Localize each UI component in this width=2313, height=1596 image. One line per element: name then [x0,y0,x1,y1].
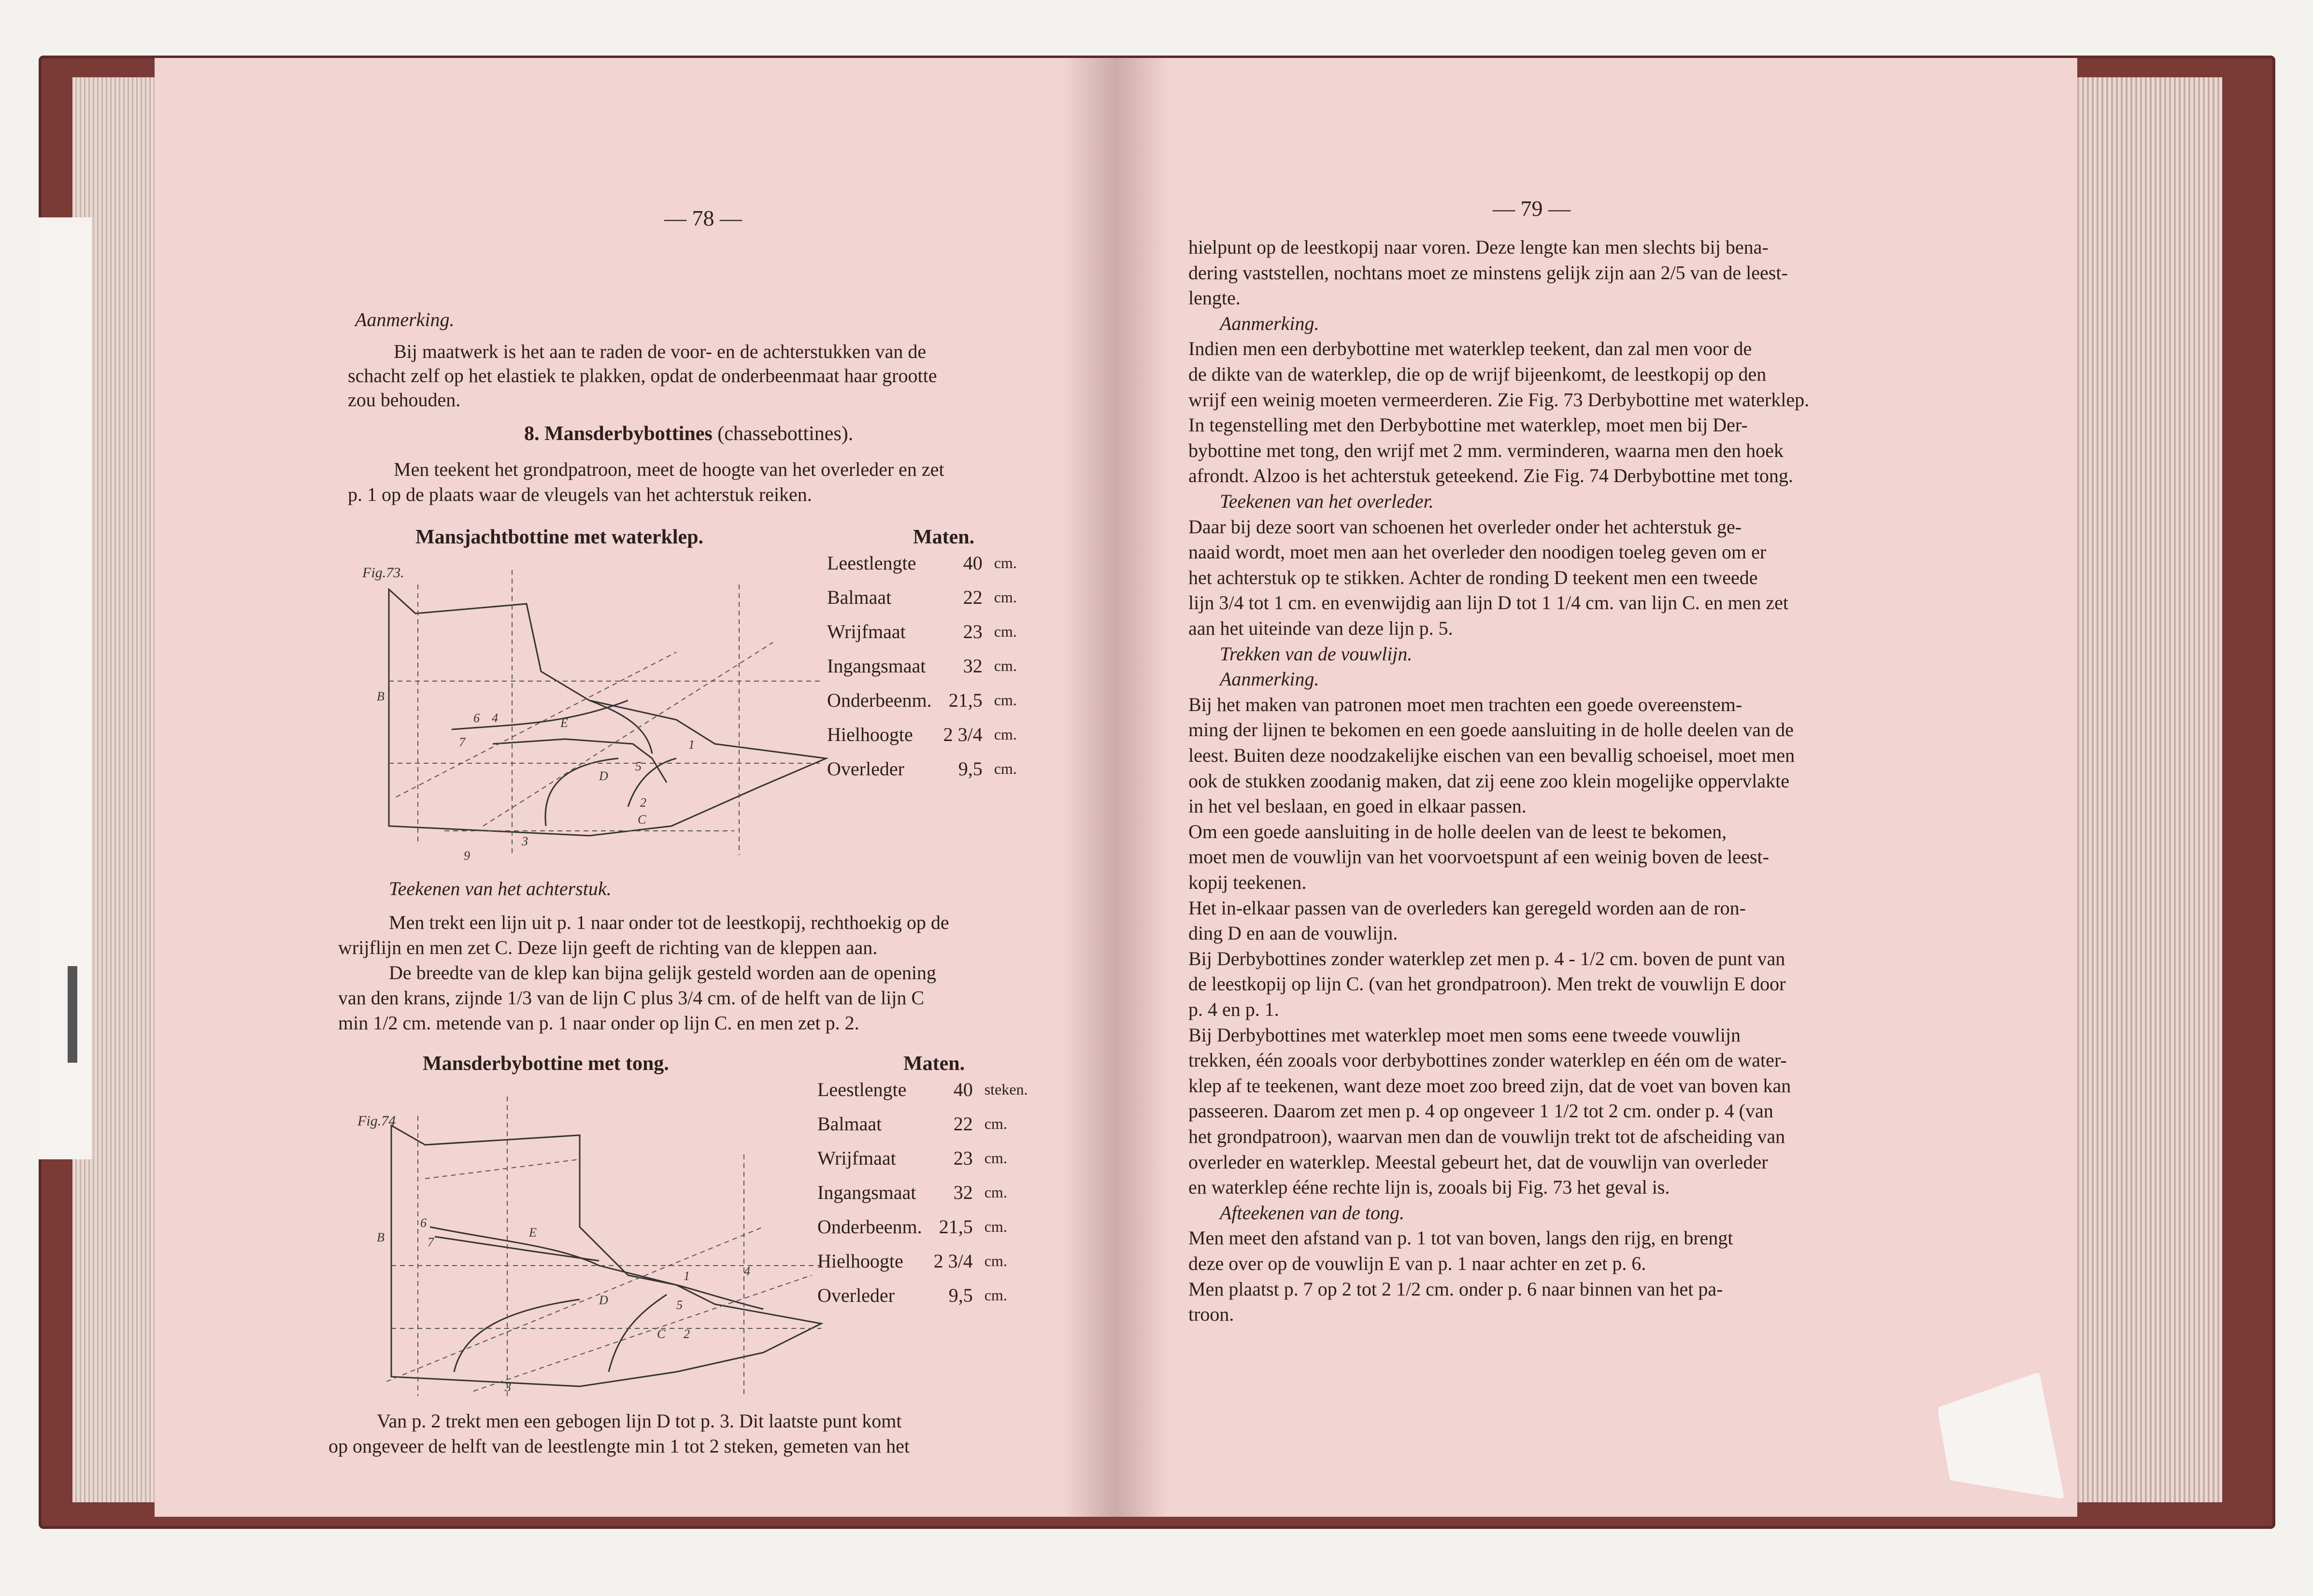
maten-value: 21,5 [948,689,983,711]
section-number: 8. [524,423,540,445]
maten-value: 22 [953,1113,973,1135]
text-line: lijn 3/4 tot 1 cm. en evenwijdig aan lijn D tot 1 1/4 cm. van lijn C. en men zet [1188,592,1788,613]
table-row [812,1210,1033,1244]
maten-name: Balmaat [817,1113,882,1135]
text-line: ding D en aan de vouwlijn. [1188,922,1398,944]
section-title: Mansderbybottines [544,423,713,445]
svg-text:5: 5 [635,759,642,773]
maten-name: Onderbeenm. [817,1216,922,1238]
table-row [812,1244,1033,1278]
svg-text:3: 3 [505,1380,511,1394]
text-line: en waterklep ééne rechte lijn is, zooals bij Fig. 73 het geval is. [1188,1176,1670,1198]
maten-name: Overleder [827,758,904,780]
text-line: p. 1 op de plaats waar de vleugels van het achterstuk reiken. [348,484,812,505]
maten-unit: cm. [994,554,1017,571]
text-line: het achterstuk op te stikken. Achter de ronding D teekent men een tweede [1188,567,1758,588]
maten-value: 32 [963,655,983,677]
maten-name: Hielhoogte [827,724,913,745]
maten-unit: cm. [984,1286,1007,1304]
text-line: de dikte van de waterklep, die op de wrijf bijeenkomt, de leestkopij op den [1188,363,1767,385]
maten-header: Maten. [903,1053,965,1075]
text-line: Om een goede aansluiting in de holle deelen van de leest te bekomen, [1188,821,1727,842]
maten-table [812,1072,1033,1312]
maten-value: 40 [953,1079,973,1100]
maten-unit: cm. [994,588,1017,606]
maten-value: 9,5 [958,758,983,780]
maten-name: Balmaat [827,586,892,608]
text-line: Van p. 2 trekt men een gebogen lijn D tot p. 3. Dit laatste punt komt [377,1410,902,1432]
text-line: bybottine met tong, den wrijf met 2 mm. verminderen, waarna men den hoek [1188,440,1784,461]
page-edges-right [2063,77,2222,1502]
maten-name: Leestlengte [827,552,916,574]
text-line: wrijf een weinig moeten vermeerderen. Zie Fig. 73 Derbybottine met waterklep. [1188,389,1810,411]
svg-text:6: 6 [473,711,480,725]
table-row [821,614,1023,649]
maten-unit: cm. [994,691,1017,709]
maten-unit: cm. [984,1252,1007,1269]
text-line: aan het uiteinde van deze lijn p. 5. [1188,617,1453,639]
figure-label: Fig.73. [362,565,404,581]
figure-title: Mansderbybottine met tong. [423,1053,669,1075]
table-row [821,580,1023,614]
maten-unit: cm. [984,1149,1007,1167]
maten-value: 23 [963,621,983,642]
figure-label: Fig.74 [357,1113,396,1129]
text-line: leest. Buiten deze noodzakelijke eischen van een bevallig schoeisel, moet men [1188,744,1795,766]
book-gutter [1063,58,1169,1517]
subheading: Afteekenen van de tong. [1220,1202,1405,1224]
text-line: naaid wordt, moet men aan het overleder den noodigen toeleg geven om er [1188,541,1767,563]
text-line: afrondt. Alzoo is het achterstuk geteekend. Zie Fig. 74 Derbybottine met tong. [1188,465,1793,486]
maten-name: Onderbeenm. [827,689,932,711]
left-page [155,58,1116,1517]
text-line: Bij het maken van patronen moet men trachten een goede overeenstem- [1188,694,1742,715]
maten-name: Overleder [817,1284,895,1306]
text-line: ook de stukken zoodanig maken, dat zij eene zoo klein mogelijke oppervlakte [1188,770,1790,792]
table-row [821,649,1023,683]
subheading: Teekenen van het overleder. [1220,490,1434,512]
text-line: min 1/2 cm. metende van p. 1 naar onder op lijn C. en men zet p. 2. [338,1012,859,1034]
maten-unit: cm. [984,1183,1007,1201]
table-row [812,1107,1033,1141]
svg-text:C: C [657,1327,666,1341]
subheading: Teekenen van het achterstuk. [389,878,612,899]
text-line: troon. [1188,1303,1234,1325]
svg-text:2: 2 [684,1327,690,1341]
table-row [821,546,1023,580]
text-line: hielpunt op de leestkopij naar voren. Deze lengte kan men slechts bij bena- [1188,236,1769,258]
maten-value: 2 3/4 [933,1250,973,1272]
text-line: van den krans, zijnde 1/3 van de lijn C plus 3/4 cm. of de helft van de lijn C [338,987,925,1009]
text-line: Daar bij deze soort van schoenen het overleder onder het achterstuk ge- [1188,516,1742,538]
maten-name: Ingangsmaat [817,1182,916,1203]
text-line: deze over op de vouwlijn E van p. 1 naar achter en zet p. 6. [1188,1253,1646,1274]
svg-text:B: B [377,689,385,703]
bookmark-tab [39,217,93,1159]
maten-unit: cm. [984,1115,1007,1132]
text-line: Bij Derbybottines zonder waterklep zet men p. 4 - 1/2 cm. boven de punt van [1188,948,1785,969]
text-line: Men teekent het grondpatroon, meet de hoogte van het overleder en zet [394,458,944,480]
text-line: Bij maatwerk is het aan te raden de voor- en de achterstukken van de [394,341,927,362]
svg-text:6: 6 [420,1216,427,1230]
maten-unit: cm. [994,760,1017,777]
table-row [812,1072,1033,1107]
svg-text:7: 7 [428,1235,434,1249]
text-line: in het vel beslaan, en goed in elkaar passen. [1188,795,1527,817]
svg-text:E: E [529,1226,537,1240]
figure-title: Mansjachtbottine met waterklep. [415,526,704,548]
text-line: Men meet den afstand van p. 1 tot van boven, langs den rijg, en brengt [1188,1227,1733,1249]
text-line: klep af te teekenen, want deze moet zoo breed zijn, dat de voet van boven kan [1188,1075,1791,1097]
text-line: de leestkopij op lijn C. (van het grondpatroon). Men trekt de vouwlijn E door [1188,973,1786,995]
text-line: overleder en waterklep. Meestal gebeurt het, dat de vouwlijn van overleder [1188,1151,1768,1173]
text-line: Men trekt een lijn uit p. 1 naar onder tot de leestkopij, rechthoekig op de [389,912,949,933]
maten-name: Wrijfmaat [817,1147,896,1169]
maten-unit: cm. [994,726,1017,743]
subheading: Aanmerking. [1220,313,1319,334]
maten-value: 21,5 [939,1216,973,1238]
svg-text:D: D [599,769,608,783]
text-line: passeeren. Daarom zet men p. 4 op ongeveer 1 1/2 tot 2 cm. onder p. 4 (van [1188,1100,1773,1122]
subheading: Trekken van de vouwlijn. [1220,643,1413,665]
maten-value: 2 3/4 [943,724,983,745]
text-line: kopij teekenen. [1188,871,1307,893]
table-row [821,717,1023,752]
svg-text:3: 3 [522,834,528,848]
svg-text:C: C [638,812,646,826]
text-line: De breedte van de klep kan bijna gelijk gesteld worden aan de opening [389,962,936,983]
text-line: lengte. [1188,287,1241,309]
bookmark-marking [68,966,77,1063]
page-number: — 78 — [664,206,742,230]
svg-text:2: 2 [640,796,646,810]
maten-unit: steken. [984,1081,1028,1098]
aanmerking-heading: Aanmerking. [355,309,455,330]
subheading: Aanmerking. [1220,668,1319,690]
section-subtitle: (chassebottines). [717,423,854,445]
text-line: schacht zelf op het elastiek te plakken, opdat de onderbeenmaat haar grootte [348,365,937,386]
text-line: Het in-elkaar passen van de overleders kan geregeld worden aan de ron- [1188,897,1746,919]
maten-value: 9,5 [948,1284,973,1306]
maten-name: Leestlengte [817,1079,907,1100]
svg-text:9: 9 [464,849,470,863]
svg-text:E: E [560,716,568,730]
svg-text:B: B [377,1230,385,1244]
svg-text:D: D [599,1293,608,1307]
text-line: dering vaststellen, nochtans moet ze minstens gelijk zijn aan 2/5 van de leest- [1188,262,1788,284]
text-line: het grondpatroon), waarvan men dan de vouwlijn trekt tot de afscheiding van [1188,1126,1785,1147]
maten-name: Hielhoogte [817,1250,903,1272]
section-heading [524,418,853,449]
table-row [812,1141,1033,1175]
text-line: p. 4 en p. 1. [1188,998,1279,1020]
table-row [812,1175,1033,1210]
right-page [1116,58,2077,1517]
maten-unit: cm. [994,623,1017,640]
maten-name: Ingangsmaat [827,655,926,677]
text-line: In tegenstelling met den Derbybottine met waterklep, moet men bij Der- [1188,414,1748,436]
page-number: — 79 — [1493,196,1571,221]
svg-text:7: 7 [459,735,465,749]
table-row [812,1278,1033,1312]
table-row [821,683,1023,717]
maten-unit: cm. [984,1218,1007,1235]
text-line: ming der lijnen te bekomen en een goede aansluiting in de holle deelen van de [1188,719,1794,741]
maten-name: Wrijfmaat [827,621,906,642]
text-line: zou behouden. [348,389,461,411]
maten-unit: cm. [994,657,1017,674]
maten-value: 23 [953,1147,973,1169]
maten-table [821,546,1023,786]
maten-header: Maten. [913,526,975,548]
text-line: moet men de vouwlijn van het voorvoetspunt af een weinig boven de leest- [1188,846,1769,868]
svg-text:1: 1 [684,1269,690,1283]
table-row [821,752,1023,786]
text-line: Bij Derbybottines met waterklep moet men soms eene tweede vouwlijn [1188,1024,1741,1046]
text-line: Indien men een derbybottine met waterklep teekent, dan zal men voor de [1188,338,1752,359]
text-line: Men plaatst p. 7 op 2 tot 2 1/2 cm. onder p. 6 naar binnen van het pa- [1188,1278,1723,1300]
maten-value: 40 [963,552,983,574]
maten-value: 32 [953,1182,973,1203]
text-line: wrijflijn en men zet C. Deze lijn geeft de richting van de kleppen aan. [338,937,878,958]
maten-value: 22 [963,586,983,608]
text-line: op ongeveer de helft van de leestlengte min 1 tot 2 steken, gemeten van het [328,1435,910,1457]
svg-text:5: 5 [676,1298,683,1312]
text-line: trekken, één zooals voor derbybottines zonder waterklep en één om de water- [1188,1049,1787,1071]
svg-text:4: 4 [744,1264,750,1278]
svg-text:1: 1 [688,738,695,752]
svg-text:4: 4 [492,711,498,725]
